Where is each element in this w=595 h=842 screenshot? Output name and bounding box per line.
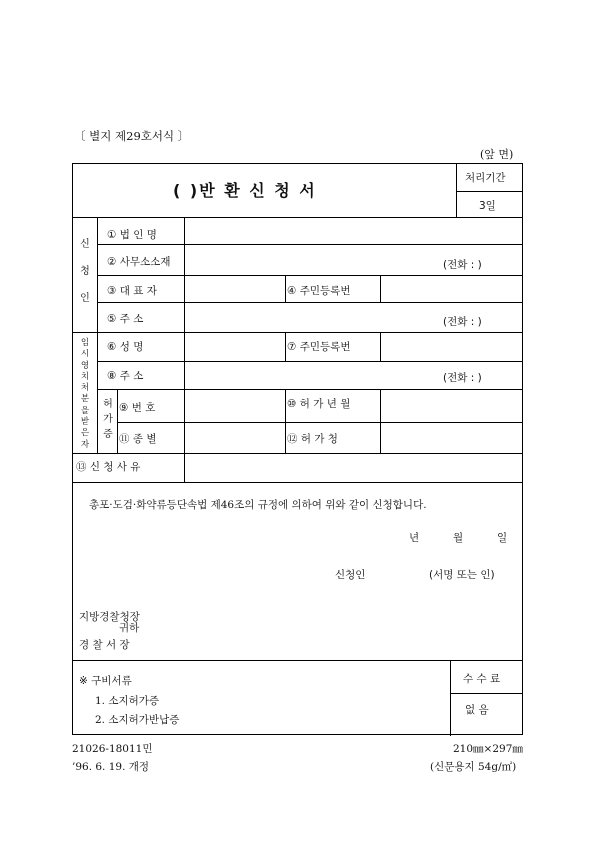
permit-date-field[interactable] <box>381 390 522 422</box>
processing-period-value: 3일 <box>479 200 496 212</box>
applicant-signature-label: 신청인 <box>335 569 366 581</box>
date-day: 일 <box>497 532 508 544</box>
applicant-signature-box[interactable]: (서명 또는 인) <box>429 569 495 581</box>
permit-type-label: ⑪ 종 별 <box>119 433 157 445</box>
representative-field[interactable] <box>185 276 285 302</box>
permit-date-label: ⑩ 허 가 년 월 <box>287 398 351 410</box>
form-title: ( )반 환 신 청 서 <box>173 181 317 200</box>
reason-label: ⑬ 신 청 사 유 <box>76 461 141 473</box>
custodian-name-label: ⑥ 성 명 <box>107 341 144 353</box>
form-code: 21026-18011민 <box>72 743 153 755</box>
paper-size: 210㎜×297㎜ <box>453 743 523 755</box>
rep-resident-no-label: ④ 주민등록번 <box>287 285 351 297</box>
permit-number-label: ⑨ 번 호 <box>119 402 156 414</box>
recipient-suffix: 귀하 <box>119 622 140 634</box>
applicant-address-label: ⑤ 주 소 <box>107 313 144 325</box>
recipient-line-1: 지방경찰청장 <box>79 611 140 623</box>
custodian-phone-label: (전화 : ) <box>443 372 482 384</box>
office-address-field[interactable] <box>185 245 435 275</box>
fee-label: 수 수 료 <box>463 673 501 685</box>
representative-label: ③ 대 표 자 <box>107 285 157 297</box>
date-year: 년 <box>409 532 420 544</box>
document-item: 1. 소지허가증 <box>95 695 160 707</box>
permit-type-field[interactable] <box>185 423 285 453</box>
permit-office-label: ⑫ 허 가 청 <box>287 433 338 445</box>
processing-period-label: 처리기간 <box>465 172 506 184</box>
office-phone-label: (전화 : ) <box>443 259 482 271</box>
custodian-address-field[interactable] <box>185 362 435 389</box>
application-form <box>72 163 523 735</box>
document-item: 2. 소지허가반납증 <box>95 714 180 726</box>
permit-office-field[interactable] <box>381 423 522 453</box>
custodian-address-label: ⑧ 주 소 <box>107 370 144 382</box>
applicant-address-field[interactable] <box>185 303 435 332</box>
fee-value: 없 음 <box>465 704 489 716</box>
documents-heading: ※ 구비서류 <box>79 675 132 687</box>
applicant-phone-label: (전화 : ) <box>443 316 482 328</box>
page-side-label: (앞 면) <box>480 148 514 161</box>
custodian-group-label: 임 시 영 치 처 분 을 받 은 자 <box>80 338 90 450</box>
corp-name-label: ① 법 인 명 <box>107 229 157 241</box>
applicant-group-label: 신 청 인 <box>80 239 90 304</box>
reason-field[interactable] <box>185 454 522 482</box>
custodian-resident-no-field[interactable] <box>381 333 522 361</box>
permit-number-field[interactable] <box>185 390 285 422</box>
date-month: 월 <box>453 532 464 544</box>
custodian-name-field[interactable] <box>185 333 285 361</box>
permit-group-label: 허 가 증 <box>103 399 113 440</box>
custodian-resident-no-label: ⑦ 주민등록번 <box>287 341 351 353</box>
office-address-label: ② 사무소소재 <box>107 256 171 268</box>
form-reference: 〔 별지 제29호서식 〕 <box>74 129 190 143</box>
recipient-line-2: 경 찰 서 장 <box>79 639 130 651</box>
revision-date: ’96. 6. 19. 개정 <box>72 761 150 773</box>
paper-type: (신문용지 54g/㎡) <box>430 761 517 773</box>
declaration-text: 총포·도검·화약류등단속법 제46조의 규정에 의하여 위와 같이 신청합니다. <box>89 499 427 511</box>
rep-resident-no-field[interactable] <box>381 276 522 302</box>
corp-name-field[interactable] <box>185 218 522 244</box>
